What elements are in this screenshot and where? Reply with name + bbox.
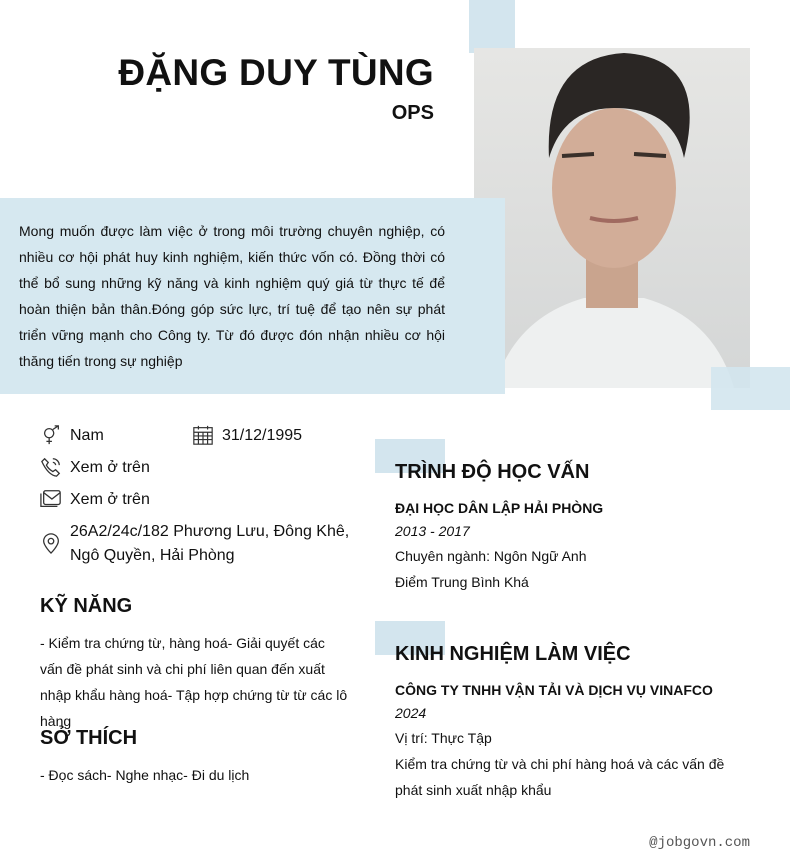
skills-text: - Kiểm tra chứng từ, hàng hoá- Giải quyết các vấn đề phát sinh và chi phí liên quan đến xuất nhập khẩu hàng hoá- Tập hợp chứng từ từ các lô hàng xyxy=(40,635,348,729)
gender-icon xyxy=(40,424,62,446)
location-icon xyxy=(40,532,62,554)
email: Xem ở trên xyxy=(70,491,150,508)
hobbies-text: - Đọc sách- Nghe nhạc- Đi du lịch xyxy=(40,767,250,783)
calendar-icon xyxy=(192,424,214,446)
gender-row xyxy=(40,424,104,448)
phone-row xyxy=(40,456,150,480)
decor-block xyxy=(711,367,790,410)
address: 26A2/24c/182 Phương Lưu, Đông Khê, Ngô Quyền, Hải Phòng xyxy=(70,523,350,564)
company-name: CÔNG TY TNHH VẬN TẢI VÀ DỊCH VỤ VINAFCO xyxy=(395,682,713,698)
candidate-role: OPS xyxy=(391,102,434,124)
address-row xyxy=(40,520,360,568)
dob-row xyxy=(192,424,302,448)
decor-block xyxy=(469,0,515,53)
education-heading: TRÌNH ĐỘ HỌC VẤN xyxy=(395,461,590,483)
gender: Nam xyxy=(70,427,104,444)
candidate-name: ĐẶNG DUY TÙNG xyxy=(118,52,434,93)
position: Vị trí: Thực Tập xyxy=(395,730,492,746)
education-period: 2013 - 2017 xyxy=(395,523,470,539)
phone-icon xyxy=(40,456,62,478)
watermark: @jobgovn.com xyxy=(649,835,750,851)
major: Chuyên ngành: Ngôn Ngữ Anh xyxy=(395,548,587,564)
career-objective: Mong muốn được làm việc ở trong môi trường chuyên nghiệp, có nhiều cơ hội phát huy kinh nghiệm, kiến thức vốn có. Đồng thời có thể bổ sung những kỹ năng và kinh nghiệm quý giá từ thực tế để hoàn thiện bản thân.Đóng góp sức lực, trí tuệ để tạo nên sự phát triển vững mạnh cho Công ty. Từ đó được đón nhận nhiều cơ hội thăng tiến trong sự nghiệp xyxy=(0,198,505,394)
email-row xyxy=(40,488,150,512)
profile-photo xyxy=(474,48,750,388)
skills-heading: KỸ NĂNG xyxy=(40,595,133,617)
experience-heading: KINH NGHIỆM LÀM VIỆC xyxy=(395,643,631,665)
phone: Xem ở trên xyxy=(70,459,150,476)
school-name: ĐẠI HỌC DÂN LẬP HẢI PHÒNG xyxy=(395,500,604,516)
email-icon xyxy=(40,488,62,510)
job-description: Kiểm tra chứng từ và chi phí hàng hoá và các vấn đề phát sinh xuất nhập khẩu xyxy=(395,756,725,798)
experience-period: 2024 xyxy=(395,705,427,721)
hobbies-heading: SỞ THÍCH xyxy=(40,727,138,749)
grade: Điểm Trung Bình Khá xyxy=(395,574,529,590)
date-of-birth: 31/12/1995 xyxy=(222,427,303,444)
